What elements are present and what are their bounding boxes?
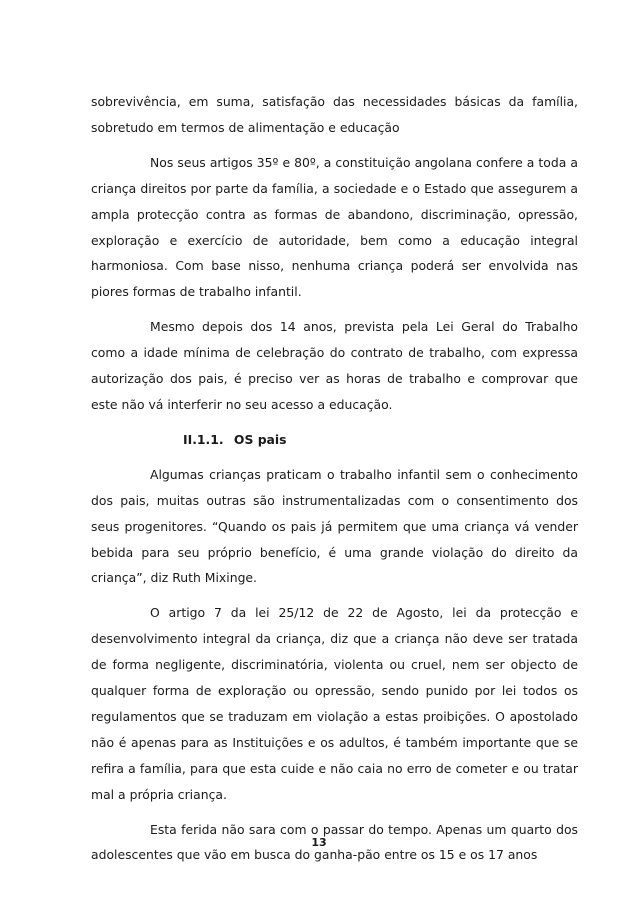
section-title: OS pais [233, 431, 287, 447]
section-number: II.1.1. [183, 431, 224, 447]
page-number: 13 [311, 836, 327, 849]
section-heading [91, 427, 578, 453]
body-text [91, 89, 578, 877]
paragraph-continuation: sobrevivência, em suma, satisfação das necessidades básicas da família, sobretudo em termos de alimentação e educação [91, 94, 578, 135]
paragraph-wound-time: Esta ferida não sara com o passar do tempo. Apenas um quarto dos adolescentes que vão em busca do ganha-pão entre os 15 e os 17 anos [91, 821, 578, 863]
paragraph-constitution-rights: Nos seus artigos 35º e 80º, a constituição angolana confere a toda a criança direitos por parte da família, a sociedade e o Estado que assegurem a ampla protecção contra as formas de abandono, discriminação, opressão, exploração e exercício de autoridade, bem como a educação integral harmoniosa. Com base nisso, nenhuma criança poderá ser envolvida nas piores formas de trabalho infantil. [91, 154, 578, 300]
paragraph-minimum-age: Mesmo depois dos 14 anos, prevista pela Lei Geral do Trabalho como a idade mínima de celebração do contrato de trabalho, com expressa autorização dos pais, é preciso ver as horas de trabalho e comprovar que este não vá interferir no seu acesso a educação. [91, 319, 578, 412]
paragraph-parents-consent: Algumas crianças praticam o trabalho infantil sem o conhecimento dos pais, muitas outras são instrumentalizadas com o consentimento dos seus progenitores. “Quando os pais já permitem que uma criança vá vender bebida para seu próprio benefício, é uma grande violação do direito da criança”, diz Ruth Mixinge. [91, 466, 578, 586]
paragraph-law-article-7: O artigo 7 da lei 25/12 de 22 de Agosto, lei da protecção e desenvolvimento integral da criança, diz que a criança não deve ser tratada de forma negligente, discriminatória, violenta ou cruel, nem ser objecto de qualquer forma de exploração ou opressão, sendo punido por lei todos os regulamentos que se traduzam em violação a estas proibições. O apostolado não é apenas para as Instituições e os adultos, é também importante que se refira a família, para que esta cuide e não caia no erro de cometer e ou tratar mal a própria criança. [91, 605, 578, 802]
